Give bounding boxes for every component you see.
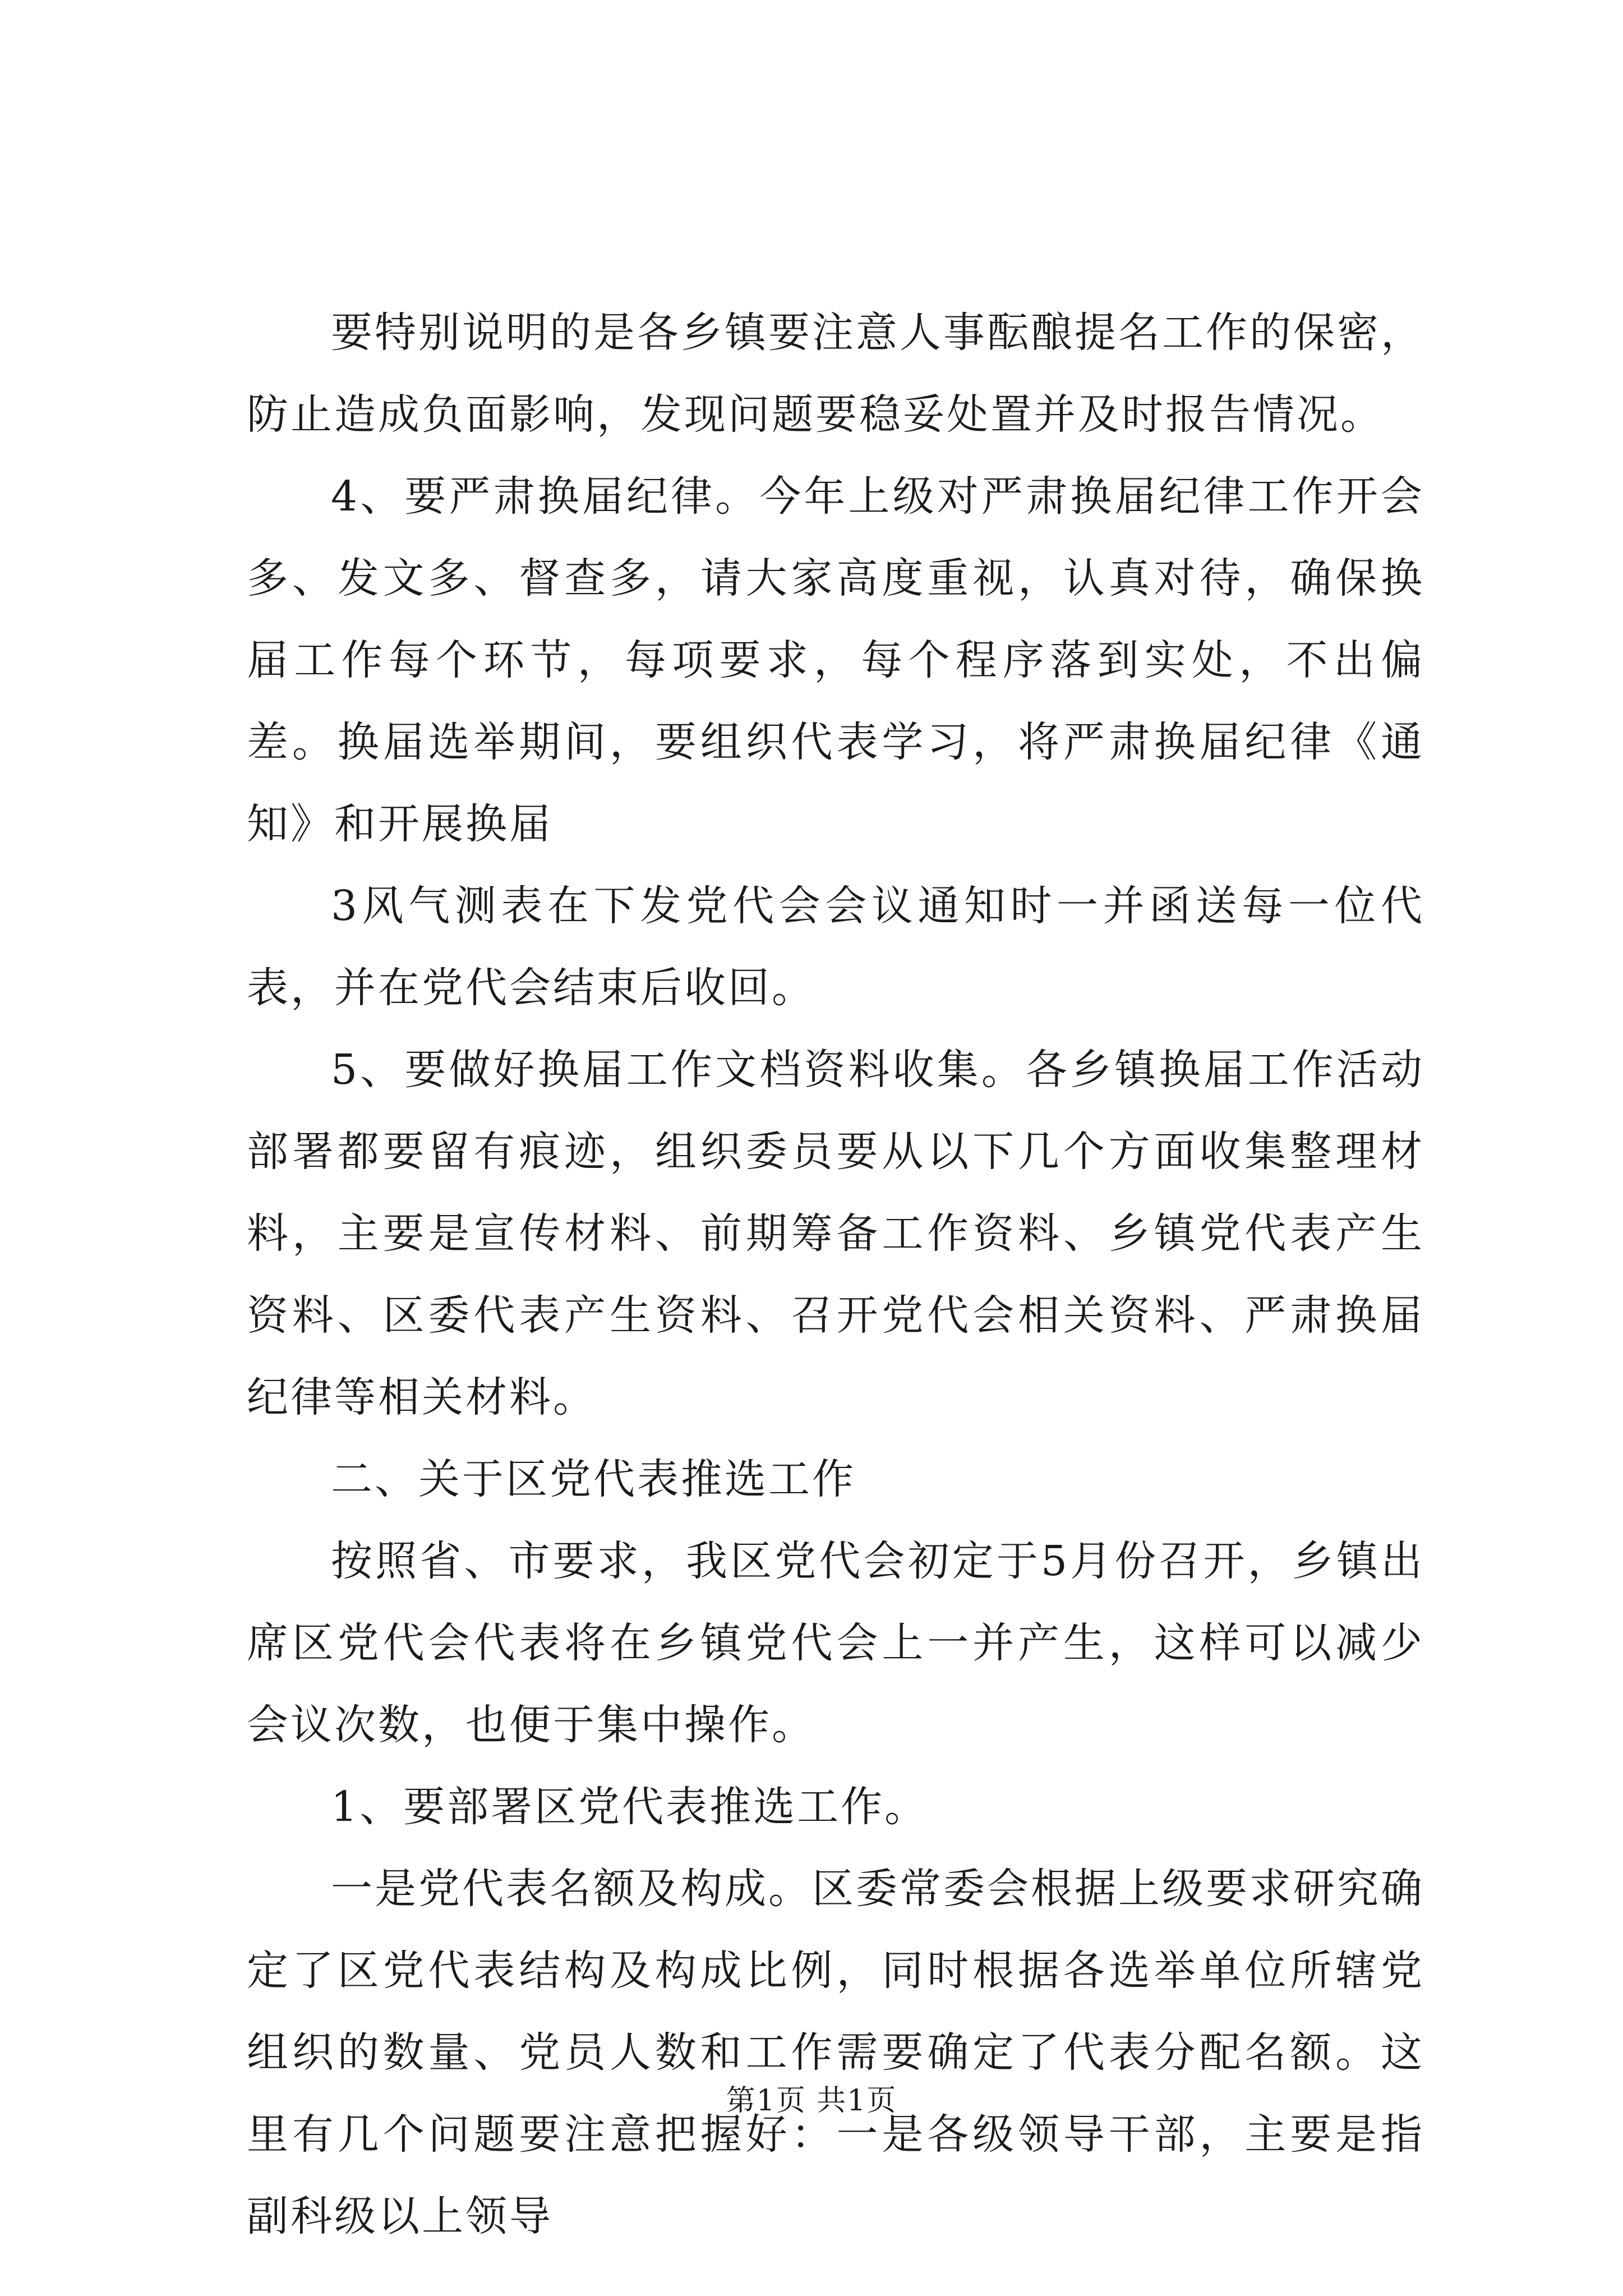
subheading-deploy-selection: 1、要部署区党代表推选工作。 xyxy=(331,1783,929,1831)
paragraph-survey-form: 3风气测表在下发党代会会议通知时一并函送每一位代表，并在党代会结束后收回。 xyxy=(247,882,1424,1012)
document-body xyxy=(247,292,1424,2257)
paragraph-archive-collection: 5、要做好换届工作文档资料收集。各乡镇换届工作活动部署都要留有痕迹，组织委员要从以下几个方面收集整理材料，主要是宣传材料、前期筹备工作资料、乡镇党代表产生资料、区委代表产生资料、召开党代会相关资料、严肃换届纪律等相关材料。 xyxy=(247,1046,1424,1421)
section-heading-district-delegates: 二、关于区党代表推选工作 xyxy=(331,1455,856,1503)
paragraph-discipline: 4、要严肃换届纪律。今年上级对严肃换届纪律工作开会多、发文多、督查多，请大家高度重视，认真对待，确保换届工作每个环节，每项要求，每个程序落到实处，不出偏差。换届选举期间，要组织代表学习，将严肃换届纪律《通知》和开展换届 xyxy=(247,472,1424,848)
paragraph-confidentiality-note: 要特别说明的是各乡镇要注意人事酝酿提名工作的保密，防止造成负面影响，发现问题要稳妥处置并及时报告情况。 xyxy=(247,309,1424,439)
paragraph-delegate-quota: 一是党代表名额及构成。区委常委会根据上级要求研究确定了区党代表结构及构成比例，同时根据各选举单位所辖党组织的数量、党员人数和工作需要确定了代表分配名额。这里有几个问题要注意把握好：一是各级领导干部，主要是指副科级以上领导 xyxy=(247,1865,1424,2240)
page-footer: 第1页 共1页 xyxy=(726,2084,897,2118)
paragraph-congress-schedule: 按照省、市要求，我区党代会初定于5月份召开，乡镇出席区党代会代表将在乡镇党代会上一并产生，这样可以减少会议次数，也便于集中操作。 xyxy=(247,1537,1424,1749)
